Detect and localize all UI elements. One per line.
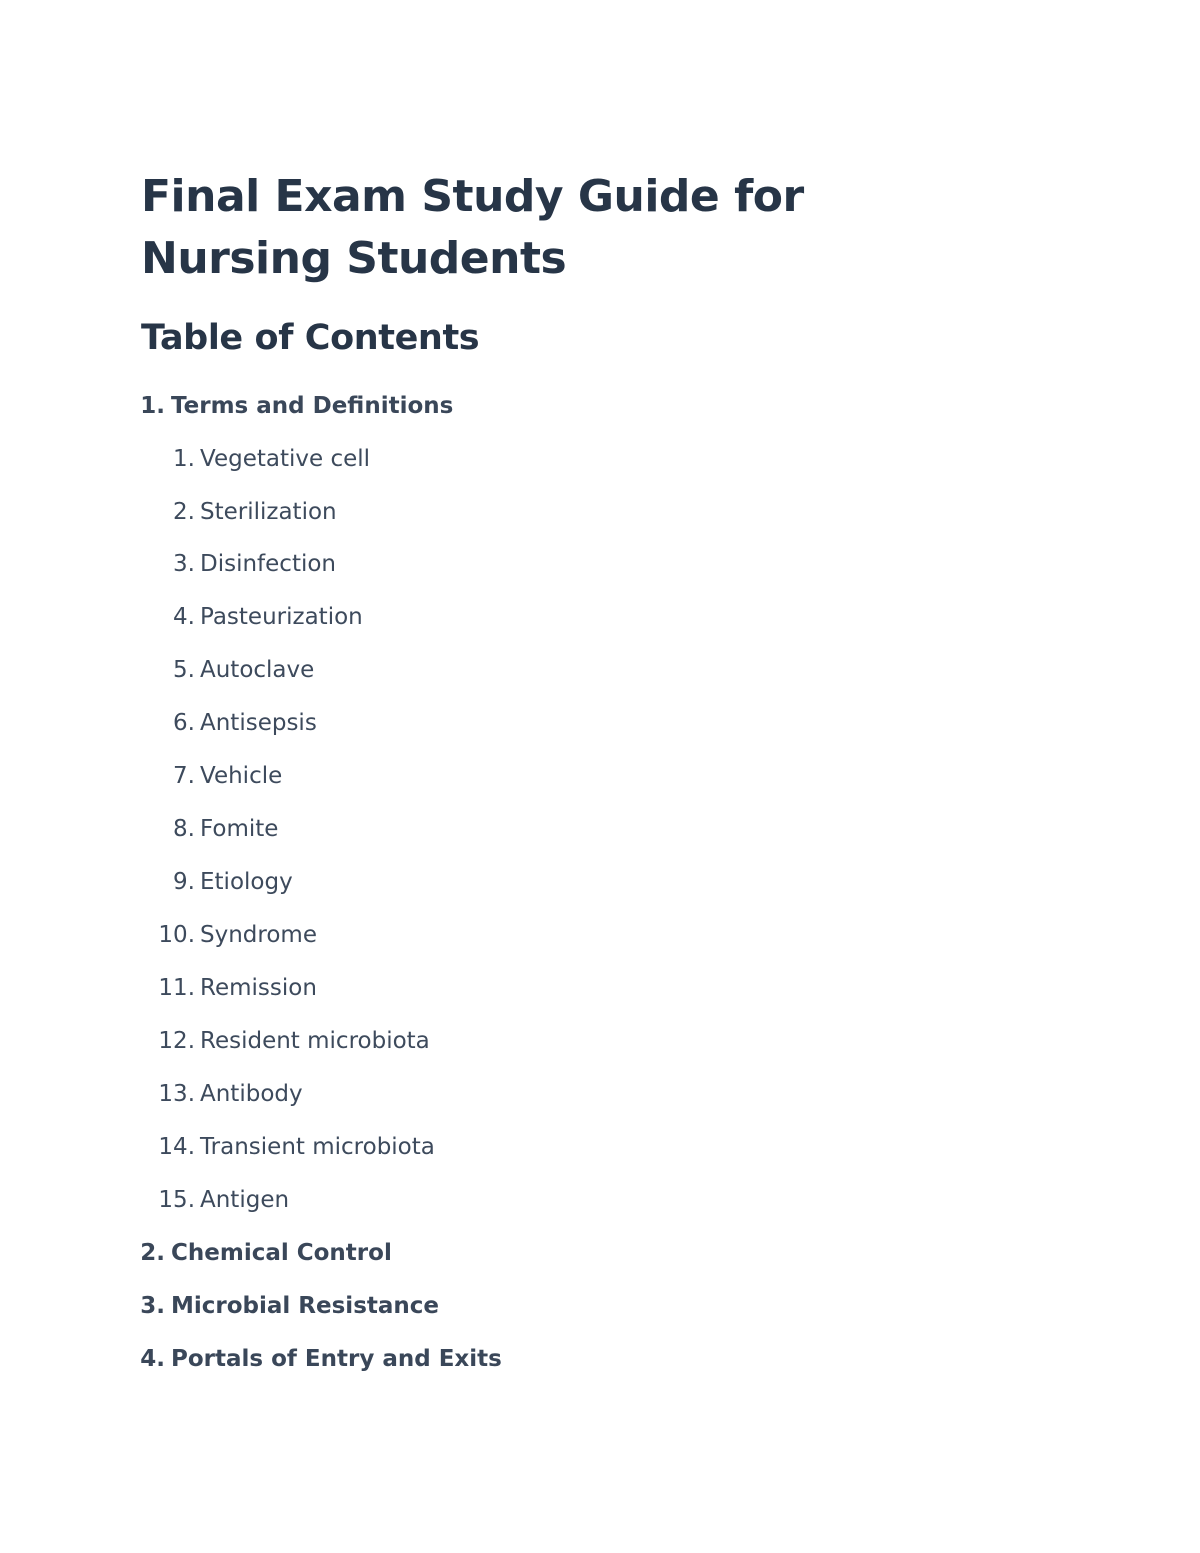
toc-item-label: Pasteurization xyxy=(200,604,363,630)
toc-item-number: 12. xyxy=(158,1028,195,1054)
toc-item-number: 10. xyxy=(158,922,195,948)
toc-item-label: Antigen xyxy=(200,1187,290,1213)
toc-item-number: 8. xyxy=(173,816,195,842)
toc-item-label: Vehicle xyxy=(200,763,283,789)
toc-item-number: 4. xyxy=(173,604,195,630)
toc-item-number: 11. xyxy=(158,975,195,1001)
toc-item-label: Syndrome xyxy=(200,922,317,948)
toc-item-label: Sterilization xyxy=(200,499,337,525)
toc-item-number: 3. xyxy=(173,551,195,577)
toc-item-label: Antibody xyxy=(200,1081,303,1107)
toc-item-label: Transient microbiota xyxy=(200,1134,435,1160)
toc-item-number: 15. xyxy=(158,1187,195,1213)
toc-item-number: 6. xyxy=(173,710,195,736)
toc-section-number: 3. xyxy=(140,1293,165,1319)
toc-item-label: Resident microbiota xyxy=(200,1028,430,1054)
toc-item-number: 7. xyxy=(173,763,195,789)
toc-item-label: Disinfection xyxy=(200,551,337,577)
toc-item-number: 14. xyxy=(158,1134,195,1160)
toc-item-label: Remission xyxy=(200,975,317,1001)
toc-section-number: 1. xyxy=(140,393,165,419)
document-title: Final Exam Study Guide for Nursing Students xyxy=(141,171,804,284)
toc-section-label: Microbial Resistance xyxy=(171,1293,440,1319)
toc-item-number: 2. xyxy=(173,499,195,525)
toc-item-label: Antisepsis xyxy=(200,710,317,736)
toc-item-number: 13. xyxy=(158,1081,195,1107)
toc-item-label: Etiology xyxy=(200,869,293,895)
toc-item-label: Autoclave xyxy=(200,657,315,683)
toc-section-label: Terms and Definitions xyxy=(171,393,454,419)
toc-section-number: 2. xyxy=(140,1240,165,1266)
toc-item-number: 1. xyxy=(173,446,195,472)
toc-item-number: 9. xyxy=(173,869,195,895)
toc-section-label: Chemical Control xyxy=(171,1240,392,1266)
toc-item-number: 5. xyxy=(173,657,195,683)
toc-item-label: Fomite xyxy=(200,816,279,842)
toc-section-number: 4. xyxy=(140,1346,165,1372)
toc-heading: Table of Contents xyxy=(141,318,480,358)
toc-item-label: Vegetative cell xyxy=(200,446,371,472)
toc-section-label: Portals of Entry and Exits xyxy=(171,1346,502,1372)
